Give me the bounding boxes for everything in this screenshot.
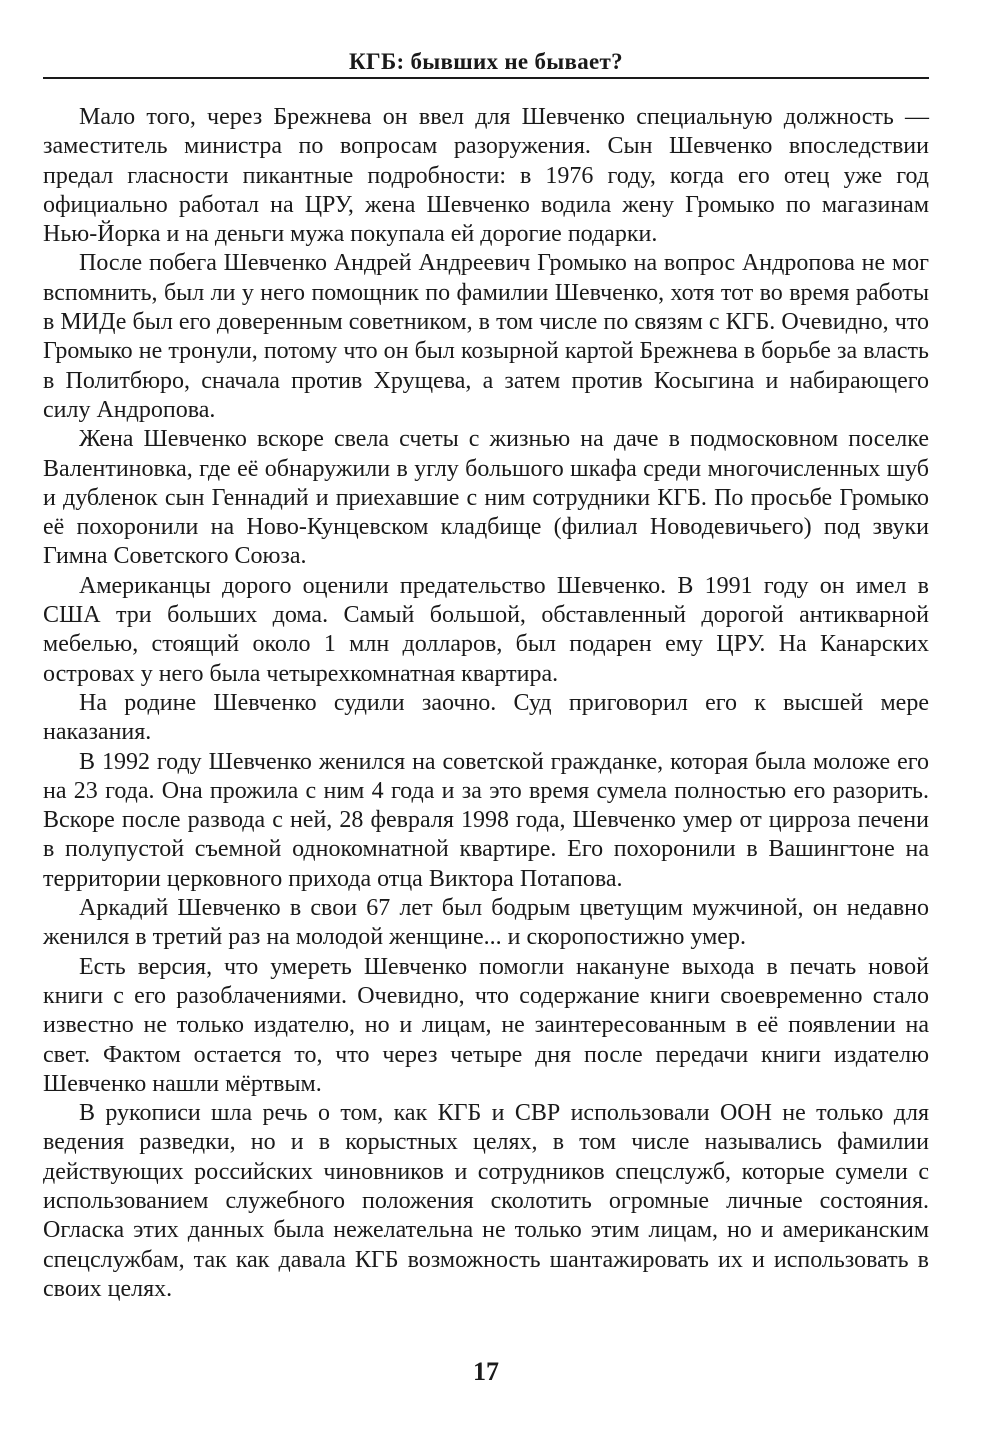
paragraph: Американцы дорого оценили предательство Шевченко. В 1991 году он имел в США три больших дома. Самый большой, обставленный дорогой антикварной мебелью, стоящий около 1 млн долларов, был подарен ему ЦРУ. На Канарских островах у него была четырехкомнатная квартира. bbox=[43, 572, 929, 687]
paragraph: В 1992 году Шевченко женился на советской гражданке, которая была моложе его на 23 года. Она прожила с ним 4 года и за это время сумела полностью его разорить. Вскоре после развода с ней, 28 февраля 1998 года, Шевченко умер от цирроза печени в полупустой съемной однокомнатной квартире. Его похоронили в Вашингтоне на территории церковного прихода отца Виктора Потапова. bbox=[43, 748, 929, 892]
paragraph: Мало того, через Брежнева он ввел для Шевченко специальную должность — заместитель министра по вопросам разоружения. Сын Шевченко впоследствии предал гласности пикантные подробности: в 1976 году, когда его отец уже год официально работал на ЦРУ, жена Шевченко водила жену Громыко по магазинам Нью-Йорка и на деньги мужа покупала ей дорогие подарки. bbox=[43, 104, 929, 248]
paragraph: На родине Шевченко судили заочно. Суд приговорил его к высшей мере наказания. bbox=[43, 689, 929, 746]
paragraph: Есть версия, что умереть Шевченко помогли накануне выхода в печать новой книги с его разоблачениями. Очевидно, что содержание книги своевременно стало известно не только издателю, но и лицам, не заинтересованным в её появлении на свет. Фактом остается то, что через четыре дня после передачи книги издателю Шевченко нашли мёртвым. bbox=[43, 953, 929, 1097]
page-number: 17 bbox=[473, 1357, 499, 1386]
paragraph: В рукописи шла речь о том, как КГБ и СВР использовали ООН не только для ведения разведки, но и в корыстных целях, в том числе назывались фамилии действующих российских чиновников и сотрудников спецслужб, которые сумели с использованием служебного положения сколотить огромные личные состояния. Огласка этих данных была нежелательна не только этим лицам, но и американским спецслужбам, так как давала КГБ возможность шантажировать их и использовать в своих целях. bbox=[43, 1100, 929, 1302]
header-rule bbox=[43, 77, 929, 79]
paragraph: Жена Шевченко вскоре свела счеты с жизнью на даче в подмосковном поселке Валентиновка, где её обнаружили в углу большого шкафа среди многочисленных шуб и дубленок сын Геннадий и приехавшие с ним сотрудники КГБ. По просьбе Громыко её похоронили на Ново-Кунцевском кладбище (филиал Новодевичьего) под звуки Гимна Советского Союза. bbox=[43, 426, 929, 570]
paragraph: После побега Шевченко Андрей Андреевич Громыко на вопрос Андропова не мог вспомнить, был ли у него помощник по фамилии Шевченко, хотя тот во время работы в МИДе был его доверенным советником, в том числе по связям с КГБ. Очевидно, что Громыко не тронули, потому что он был козырной картой Брежнева в борьбе за власть в Политбюро, сначала против Хрущева, а затем против Косыгина и набирающего силу Андропова. bbox=[43, 250, 929, 423]
body-text bbox=[43, 103, 929, 1304]
running-header-title: КГБ: бывших не бывает? bbox=[349, 49, 623, 74]
paragraph: Аркадий Шевченко в свои 67 лет был бодрым цветущим мужчиной, он недавно женился в третий раз на молодой женщине... и скоропостижно умер. bbox=[43, 895, 929, 951]
